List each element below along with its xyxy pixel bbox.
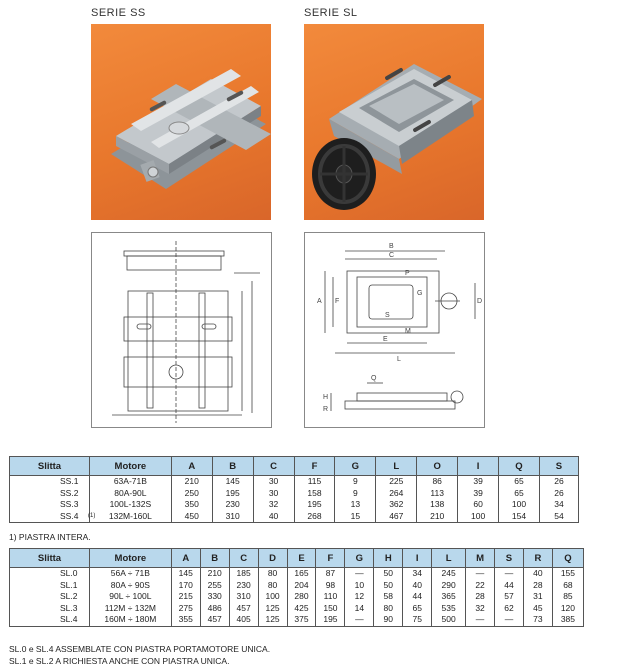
- sl-cell: 170: [171, 580, 200, 592]
- sl-cell: 31: [523, 591, 552, 603]
- dim-label-e: E: [383, 336, 388, 343]
- ss-cell: 9: [335, 476, 376, 488]
- sl-col-h: H: [374, 549, 403, 568]
- photo-serie-ss: [91, 24, 271, 220]
- ss-cell: 350: [171, 499, 212, 511]
- ss-cell: 467: [376, 511, 417, 523]
- ss-cell: 264: [376, 488, 417, 500]
- ss-col-f: F: [294, 457, 335, 476]
- sl-cell: 160M ÷ 180M: [89, 614, 171, 626]
- sl-cell: 125: [258, 603, 287, 615]
- sl-col-slitta: Slitta: [10, 549, 90, 568]
- ss-cell: 100L-132S: [89, 499, 171, 511]
- ss-cell: 210: [171, 476, 212, 488]
- ss-cell: 195: [212, 488, 253, 500]
- ss-cell-slitta: SS.4 (1): [10, 511, 90, 523]
- sl-cell-slitta: SL.0: [10, 568, 90, 580]
- sl-cell: 245: [432, 568, 466, 580]
- table-row: [10, 488, 579, 500]
- sl-cell: 486: [200, 603, 229, 615]
- sl-cell: 155: [552, 568, 583, 580]
- sl-cell-slitta: SL.3: [10, 603, 90, 615]
- ss-cell: 145: [212, 476, 253, 488]
- ss-cell: 195: [294, 499, 335, 511]
- ss-cell-slitta: SS.3: [10, 499, 90, 511]
- ss-cell: 32: [253, 499, 294, 511]
- ss-cell: 80A-90L: [89, 488, 171, 500]
- ss-cell: 158: [294, 488, 335, 500]
- ss-cell: 60: [458, 499, 499, 511]
- ss-col-motore: Motore: [89, 457, 171, 476]
- table-row: [10, 591, 584, 603]
- ss-cell: 30: [253, 476, 294, 488]
- sl-col-s: S: [495, 549, 524, 568]
- sl-cell: 28: [523, 580, 552, 592]
- sl-cell: —: [466, 614, 495, 626]
- ss-col-a: A: [171, 457, 212, 476]
- sl-cell: 204: [287, 580, 316, 592]
- dim-label-s: S: [385, 312, 390, 319]
- sl-cell: 45: [523, 603, 552, 615]
- sl-cell: 68: [552, 580, 583, 592]
- sl-cell: 230: [229, 580, 258, 592]
- ss-cell-slitta: SS.2: [10, 488, 90, 500]
- sl-cell: —: [466, 568, 495, 580]
- ss-cell: 210: [417, 511, 458, 523]
- sl-cell: 365: [432, 591, 466, 603]
- sl-cell: —: [495, 568, 524, 580]
- sl-cell: 275: [171, 603, 200, 615]
- sl-col-i: I: [403, 549, 432, 568]
- sl-cell: 40: [403, 580, 432, 592]
- sl-cell: 75: [403, 614, 432, 626]
- ss-cell: 230: [212, 499, 253, 511]
- sl-col-d: D: [258, 549, 287, 568]
- series-sl-title: SERIE SL: [304, 7, 358, 19]
- sl-cell: —: [345, 568, 374, 580]
- sl-cell: 425: [287, 603, 316, 615]
- sl-cell: 50: [374, 580, 403, 592]
- sl-col-q: Q: [552, 549, 583, 568]
- sl-cell: 375: [287, 614, 316, 626]
- sl-cell: 40: [523, 568, 552, 580]
- sl-cell: 100: [258, 591, 287, 603]
- sl-cell: 44: [495, 580, 524, 592]
- sl-cell: 255: [200, 580, 229, 592]
- table-row: [10, 614, 584, 626]
- ss-cell: 115: [294, 476, 335, 488]
- ss-col-b: B: [212, 457, 253, 476]
- ss-cell: 310: [212, 511, 253, 523]
- table-row: [10, 580, 584, 592]
- dim-label-c: C: [389, 252, 395, 259]
- ss-cell: 225: [376, 476, 417, 488]
- ss-cell: 63A-71B: [89, 476, 171, 488]
- sl-cell: 87: [316, 568, 345, 580]
- sl-col-r: R: [523, 549, 552, 568]
- sl-cell: 57: [495, 591, 524, 603]
- sl-cell: 290: [432, 580, 466, 592]
- dim-label-f: F: [335, 298, 340, 305]
- sl-cell: 385: [552, 614, 583, 626]
- footnote-marker: (1): [88, 512, 96, 519]
- ss-cell: 34: [539, 499, 578, 511]
- sl-cell: 28: [466, 591, 495, 603]
- sl-cell: 120: [552, 603, 583, 615]
- ss-cell: 450: [171, 511, 212, 523]
- drawing-serie-sl: [304, 232, 485, 428]
- ss-cell: 39: [458, 476, 499, 488]
- table-row: [10, 476, 579, 488]
- sl-cell: 310: [229, 591, 258, 603]
- sl-cell: —: [345, 614, 374, 626]
- sl-cell: 12: [345, 591, 374, 603]
- ss-cell: 113: [417, 488, 458, 500]
- sl-cell: 90L ÷ 100L: [89, 591, 171, 603]
- sl-cell: 145: [171, 568, 200, 580]
- dim-label-r: R: [323, 406, 329, 413]
- ss-cell: 362: [376, 499, 417, 511]
- ss-col-l: L: [376, 457, 417, 476]
- sl-cell: 500: [432, 614, 466, 626]
- ss-cell: 268: [294, 511, 335, 523]
- sl-cell: 50: [374, 568, 403, 580]
- sl-cell: 355: [171, 614, 200, 626]
- sl-cell: 210: [200, 568, 229, 580]
- sl-cell: 85: [552, 591, 583, 603]
- sl-cell: 125: [258, 614, 287, 626]
- table-row: [10, 603, 584, 615]
- sl-col-l: L: [432, 549, 466, 568]
- ss-col-g: G: [335, 457, 376, 476]
- sl-cell: 56A ÷ 71B: [89, 568, 171, 580]
- sl-cell: 62: [495, 603, 524, 615]
- ss-col-i: I: [458, 457, 499, 476]
- sl-cell: 457: [229, 603, 258, 615]
- ss-cell: 100: [458, 511, 499, 523]
- sl-cell: 80: [258, 580, 287, 592]
- sl-cell: 65: [403, 603, 432, 615]
- sl-col-g: G: [345, 549, 374, 568]
- ss-cell: 65: [499, 476, 540, 488]
- sl-cell: 150: [316, 603, 345, 615]
- table-row: [10, 499, 579, 511]
- sl-cell: 80: [374, 603, 403, 615]
- dim-label-a: A: [317, 298, 322, 305]
- ss-cell-slitta: SS.1: [10, 476, 90, 488]
- ss-cell: 26: [539, 476, 578, 488]
- table-row: [10, 568, 584, 580]
- sl-cell: 112M ÷ 132M: [89, 603, 171, 615]
- sl-cell: 80: [258, 568, 287, 580]
- sl-cell: 165: [287, 568, 316, 580]
- dim-label-m: M: [405, 328, 411, 335]
- ss-cell: 30: [253, 488, 294, 500]
- sl-cell: 34: [403, 568, 432, 580]
- sl-cell: 32: [466, 603, 495, 615]
- sl-cell: 58: [374, 591, 403, 603]
- dim-label-p: P: [405, 270, 410, 277]
- ss-table-header: [10, 457, 579, 476]
- sl-cell: 98: [316, 580, 345, 592]
- sl-cell: 215: [171, 591, 200, 603]
- dim-label-l: L: [397, 356, 401, 363]
- ss-cell: 13: [335, 499, 376, 511]
- dim-label-h: H: [323, 394, 329, 401]
- ss-cell: 39: [458, 488, 499, 500]
- drawing-serie-ss: [91, 232, 272, 428]
- ss-cell: 26: [539, 488, 578, 500]
- sl-col-e: E: [287, 549, 316, 568]
- sl-cell: 185: [229, 568, 258, 580]
- sl-cell: 10: [345, 580, 374, 592]
- sl-note-1: SL.0 e SL.4 ASSEMBLATE CON PIASTRA PORTAMOTORE UNICA.: [9, 644, 271, 654]
- sl-col-a: A: [171, 549, 200, 568]
- ss-col-s: S: [539, 457, 578, 476]
- sl-cell-slitta: SL.2: [10, 591, 90, 603]
- sl-cell: 90: [374, 614, 403, 626]
- ss-cell: 65: [499, 488, 540, 500]
- ss-cell: 154: [499, 511, 540, 523]
- sl-cell: 535: [432, 603, 466, 615]
- series-ss-title: SERIE SS: [91, 7, 146, 19]
- ss-cell: 100: [499, 499, 540, 511]
- sl-col-b: B: [200, 549, 229, 568]
- sl-cell: 405: [229, 614, 258, 626]
- sl-cell: 330: [200, 591, 229, 603]
- sl-cell: 457: [200, 614, 229, 626]
- dim-label-q: Q: [371, 375, 377, 382]
- sl-cell: 80A ÷ 90S: [89, 580, 171, 592]
- dim-label-g: G: [417, 290, 423, 297]
- ss-cell: 15: [335, 511, 376, 523]
- ss-cell: 86: [417, 476, 458, 488]
- sl-cell: 44: [403, 591, 432, 603]
- ss-cell: 9: [335, 488, 376, 500]
- ss-col-c: C: [253, 457, 294, 476]
- sl-dimensions-table: [9, 548, 584, 627]
- sl-cell: —: [495, 614, 524, 626]
- ss-col-o: O: [417, 457, 458, 476]
- photo-serie-sl: [304, 24, 484, 220]
- sl-col-m: M: [466, 549, 495, 568]
- ss-note: 1) PIASTRA INTERA.: [9, 532, 91, 542]
- ss-dimensions-table: [9, 456, 579, 523]
- sl-cell-slitta: SL.4: [10, 614, 90, 626]
- ss-cell: 132M-160L: [89, 511, 171, 523]
- sl-cell: 73: [523, 614, 552, 626]
- sl-cell-slitta: SL.1: [10, 580, 90, 592]
- sl-col-motore: Motore: [89, 549, 171, 568]
- sl-cell: 280: [287, 591, 316, 603]
- ss-cell: 54: [539, 511, 578, 523]
- sl-table-header: [10, 549, 584, 568]
- ss-cell: 138: [417, 499, 458, 511]
- ss-col-q: Q: [499, 457, 540, 476]
- sl-note-2: SL.1 e SL.2 A RICHIESTA ANCHE CON PIASTRA UNICA.: [9, 656, 230, 666]
- ss-cell: 250: [171, 488, 212, 500]
- sl-cell: 22: [466, 580, 495, 592]
- table-row: [10, 511, 579, 523]
- sl-cell: 195: [316, 614, 345, 626]
- dim-label-d: D: [477, 298, 483, 305]
- sl-col-c: C: [229, 549, 258, 568]
- sl-col-f: F: [316, 549, 345, 568]
- ss-cell: 40: [253, 511, 294, 523]
- dim-label-b: B: [389, 243, 394, 250]
- ss-col-slitta: Slitta: [10, 457, 90, 476]
- sl-cell: 110: [316, 591, 345, 603]
- sl-cell: 14: [345, 603, 374, 615]
